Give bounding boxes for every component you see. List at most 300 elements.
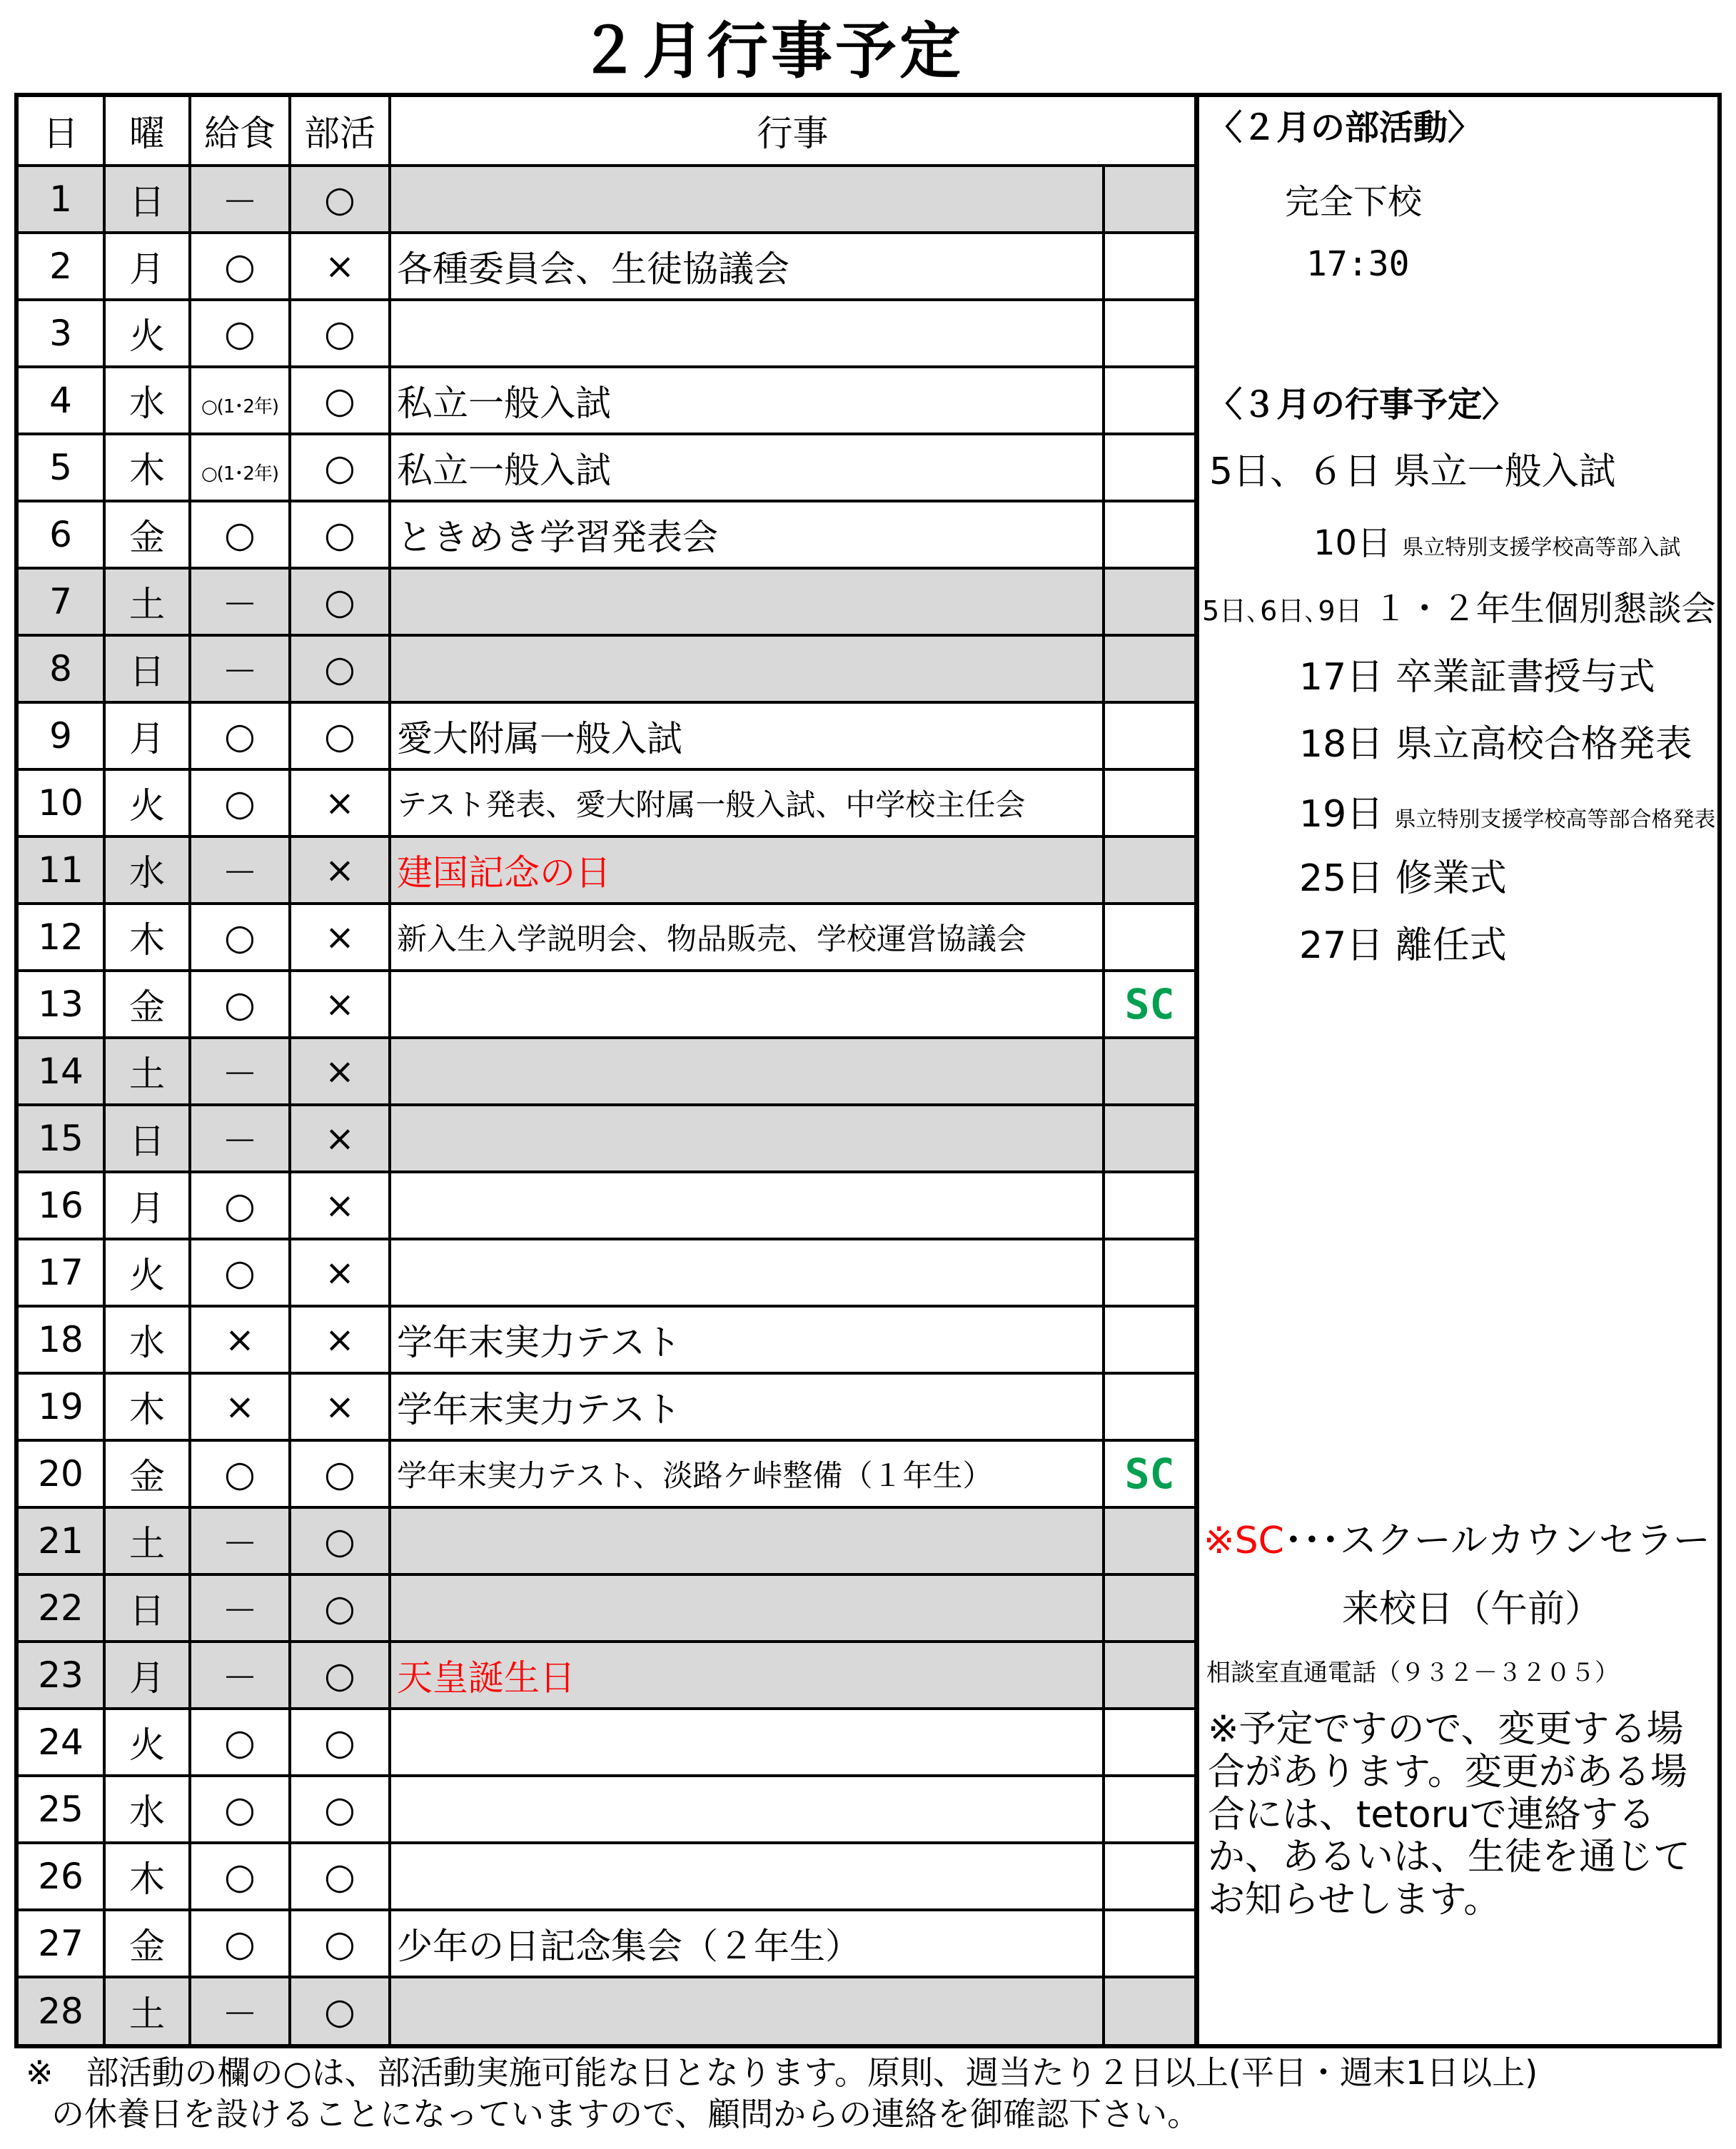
club-value: ○ bbox=[324, 1923, 355, 1964]
event-cell bbox=[390, 300, 1104, 367]
day-value: 26 bbox=[38, 1856, 84, 1897]
day-value: 15 bbox=[38, 1118, 84, 1159]
day-cell bbox=[19, 1172, 104, 1239]
club-cell bbox=[290, 166, 390, 233]
lunch-cell bbox=[190, 233, 290, 300]
lunch-cell bbox=[190, 1172, 290, 1239]
lunch-cell bbox=[190, 1373, 290, 1440]
club-value: ○ bbox=[324, 1856, 355, 1897]
note-cell bbox=[1104, 1440, 1194, 1507]
event-value: 少年の日記念集会（２年生） bbox=[397, 1926, 861, 1967]
sc-badge: SC bbox=[1124, 1450, 1175, 1498]
lunch-cell bbox=[190, 1910, 290, 1977]
club-value: × bbox=[325, 1051, 355, 1092]
march-item-5 bbox=[1299, 714, 1692, 767]
march-date: 27日 bbox=[1299, 924, 1384, 967]
club-value: ○ bbox=[324, 178, 355, 220]
dow-value: 金 bbox=[129, 1456, 165, 1497]
event-value: 天皇誕生日 bbox=[397, 1657, 575, 1699]
day-value: 24 bbox=[38, 1721, 84, 1763]
lunch-value: ○ bbox=[224, 984, 256, 1025]
lunch-cell bbox=[190, 702, 290, 769]
event-value: 私立一般入試 bbox=[397, 383, 611, 424]
sidebar bbox=[1199, 97, 1717, 2044]
lunch-value: － bbox=[222, 181, 258, 223]
column-divider bbox=[1194, 97, 1199, 2044]
schedule-change-notice: ※予定ですので、変更する場合があります。変更がある場合には、tetoruで連絡するか、あるいは、生徒を通じてお知らせします。 bbox=[1208, 1708, 1691, 1922]
club-value: × bbox=[325, 246, 355, 287]
club-cell bbox=[290, 300, 390, 367]
day-value: 13 bbox=[38, 984, 84, 1025]
event-cell bbox=[390, 1709, 1104, 1776]
club-value: ○ bbox=[324, 380, 355, 421]
day-cell bbox=[19, 836, 104, 904]
club-cell bbox=[290, 1977, 390, 2044]
weekday-cell bbox=[104, 1709, 190, 1776]
note-cell bbox=[1104, 971, 1194, 1038]
dow-value: 日 bbox=[129, 1121, 165, 1162]
lunch-value: × bbox=[225, 1319, 255, 1360]
club-cell bbox=[290, 1105, 390, 1172]
weekday-cell bbox=[104, 166, 190, 233]
lunch-value: ○ bbox=[224, 313, 256, 354]
lunch-cell bbox=[190, 367, 290, 434]
march-date: 5日､6日､9日 bbox=[1202, 595, 1363, 627]
table-row bbox=[19, 1306, 1194, 1373]
table-row bbox=[19, 1105, 1194, 1172]
day-value: 4 bbox=[49, 380, 72, 421]
event-cell bbox=[390, 702, 1104, 769]
club-value: ○ bbox=[324, 581, 355, 622]
note-cell bbox=[1104, 1776, 1194, 1843]
note-cell bbox=[1104, 1910, 1194, 1977]
day-cell bbox=[19, 971, 104, 1038]
weekday-cell bbox=[104, 1239, 190, 1306]
event-cell bbox=[390, 1843, 1104, 1910]
weekday-cell bbox=[104, 367, 190, 434]
club-value: ○ bbox=[324, 715, 355, 757]
note-cell bbox=[1104, 367, 1194, 434]
schedule-frame bbox=[14, 93, 1722, 2048]
sc-legend-mark: ※SC bbox=[1203, 1520, 1284, 1562]
club-cell bbox=[290, 971, 390, 1038]
event-cell bbox=[390, 1910, 1104, 1977]
lunch-value: ○ bbox=[224, 916, 256, 958]
note-cell bbox=[1104, 702, 1194, 769]
event-value: 学年末実力テスト bbox=[397, 1389, 681, 1430]
table-row bbox=[19, 1910, 1194, 1977]
event-cell bbox=[390, 568, 1104, 635]
note-cell bbox=[1104, 769, 1194, 836]
march-date: 10日 bbox=[1313, 523, 1392, 563]
club-value: ○ bbox=[324, 1654, 355, 1696]
club-value: × bbox=[325, 1118, 355, 1159]
club-cell bbox=[290, 233, 390, 300]
note-cell bbox=[1104, 166, 1194, 233]
footnote-line-1: ※ 部活動の欄の○は、部活動実施可能な日となります。原則、週当たり２日以上(平日・週末1日以上) bbox=[26, 2053, 1538, 2092]
club-section-title: 〈２月の部活動〉 bbox=[1208, 108, 1483, 148]
dow-value: 火 bbox=[129, 1255, 165, 1296]
event-cell bbox=[390, 166, 1104, 233]
club-cell bbox=[290, 434, 390, 501]
note-cell bbox=[1104, 1843, 1194, 1910]
lunch-value: ○ bbox=[224, 1789, 256, 1830]
dow-value: 水 bbox=[129, 1322, 165, 1363]
club-dismissal-label: 完全下校 bbox=[1285, 182, 1423, 222]
dow-value: 月 bbox=[129, 718, 165, 759]
note-cell bbox=[1104, 1507, 1194, 1574]
club-cell bbox=[290, 1239, 390, 1306]
club-cell bbox=[290, 501, 390, 568]
club-cell bbox=[290, 1574, 390, 1642]
day-cell bbox=[19, 1910, 104, 1977]
lunch-cell bbox=[190, 1709, 290, 1776]
note-cell bbox=[1104, 501, 1194, 568]
note-cell bbox=[1104, 1574, 1194, 1642]
lunch-value: ○ bbox=[224, 1453, 256, 1495]
event-cell bbox=[390, 904, 1104, 971]
day-value: 8 bbox=[49, 648, 72, 689]
note-cell bbox=[1104, 1642, 1194, 1709]
day-cell bbox=[19, 702, 104, 769]
day-cell bbox=[19, 904, 104, 971]
day-value: 11 bbox=[38, 849, 84, 891]
day-value: 12 bbox=[38, 916, 84, 958]
event-value: ときめき学習発表会 bbox=[397, 517, 718, 558]
dow-value: 金 bbox=[129, 986, 165, 1028]
footnote-line-2: の休養日を設けることになっていますので、顧問からの連絡を御確認下さい。 bbox=[51, 2094, 1201, 2133]
march-item-3 bbox=[1202, 581, 1716, 630]
sc-phone: 相談室直通電話（９３２－３２０５） bbox=[1206, 1659, 1619, 1687]
dow-value: 月 bbox=[129, 1188, 165, 1229]
lunch-value: ○ bbox=[224, 514, 256, 555]
march-date: 19日 bbox=[1299, 793, 1384, 836]
march-event: 離任式 bbox=[1395, 924, 1507, 967]
table-row bbox=[19, 769, 1194, 836]
lunch-cell bbox=[190, 434, 290, 501]
dow-value: 金 bbox=[129, 517, 165, 558]
lunch-cell bbox=[190, 971, 290, 1038]
day-cell bbox=[19, 1239, 104, 1306]
club-value: × bbox=[325, 1319, 355, 1360]
march-event: 県立高校合格発表 bbox=[1395, 723, 1692, 766]
lunch-value: × bbox=[225, 1386, 255, 1427]
header-day: 日 bbox=[19, 97, 104, 166]
table-row bbox=[19, 1373, 1194, 1440]
club-cell bbox=[290, 836, 390, 904]
page-title: ２月行事予定 bbox=[578, 16, 964, 87]
day-value: 23 bbox=[38, 1654, 84, 1696]
lunch-cell bbox=[190, 635, 290, 702]
event-value: 新入生入学説明会、物品販売、学校運営協議会 bbox=[397, 921, 1027, 956]
table-row bbox=[19, 1843, 1194, 1910]
dow-value: 日 bbox=[129, 1590, 165, 1632]
club-cell bbox=[290, 1373, 390, 1440]
dow-value: 木 bbox=[129, 450, 165, 491]
dow-value: 木 bbox=[129, 919, 165, 961]
event-value: 学年末実力テスト、淡路ケ峠整備（１年生） bbox=[397, 1458, 993, 1493]
header-event: 行事 bbox=[390, 97, 1194, 166]
weekday-cell bbox=[104, 836, 190, 904]
weekday-cell bbox=[104, 1038, 190, 1105]
day-value: 21 bbox=[38, 1520, 84, 1562]
weekday-cell bbox=[104, 501, 190, 568]
weekday-cell bbox=[104, 904, 190, 971]
day-value: 2 bbox=[49, 246, 72, 287]
table-row bbox=[19, 233, 1194, 300]
club-cell bbox=[290, 904, 390, 971]
note-cell bbox=[1104, 233, 1194, 300]
event-cell bbox=[390, 1574, 1104, 1642]
lunch-value: － bbox=[222, 1053, 258, 1095]
day-cell bbox=[19, 1038, 104, 1105]
dow-value: 金 bbox=[129, 1926, 165, 1967]
march-section-title: 〈３月の行事予定〉 bbox=[1208, 385, 1517, 425]
march-item-7 bbox=[1299, 848, 1507, 901]
table-row bbox=[19, 1038, 1194, 1105]
table-row bbox=[19, 367, 1194, 434]
march-event: 県立特別支援学校高等部合格発表 bbox=[1394, 807, 1716, 832]
dow-value: 水 bbox=[129, 383, 165, 424]
day-cell bbox=[19, 1709, 104, 1776]
weekday-cell bbox=[104, 1507, 190, 1574]
dow-value: 火 bbox=[129, 785, 165, 826]
lunch-cell bbox=[190, 1507, 290, 1574]
sc-legend-desc: ･･･スクールカウンセラー bbox=[1283, 1520, 1710, 1562]
club-cell bbox=[290, 1440, 390, 1507]
lunch-cell bbox=[190, 1843, 290, 1910]
event-cell bbox=[390, 1373, 1104, 1440]
event-cell bbox=[390, 367, 1104, 434]
day-cell bbox=[19, 1776, 104, 1843]
day-cell bbox=[19, 233, 104, 300]
dow-value: 土 bbox=[129, 1993, 165, 2035]
table-row bbox=[19, 1440, 1194, 1507]
table-row bbox=[19, 1239, 1194, 1306]
weekday-cell bbox=[104, 1776, 190, 1843]
lunch-cell bbox=[190, 1306, 290, 1373]
dow-value: 木 bbox=[129, 1859, 165, 1900]
table-row bbox=[19, 635, 1194, 702]
header-club: 部活 bbox=[290, 97, 390, 166]
club-value: ○ bbox=[324, 514, 355, 555]
table-row bbox=[19, 568, 1194, 635]
day-cell bbox=[19, 300, 104, 367]
lunch-value: － bbox=[222, 584, 258, 625]
dow-value: 火 bbox=[129, 315, 165, 357]
club-cell bbox=[290, 769, 390, 836]
lunch-cell bbox=[190, 1642, 290, 1709]
table-row bbox=[19, 904, 1194, 971]
day-value: 27 bbox=[38, 1923, 84, 1964]
table-row bbox=[19, 1776, 1194, 1843]
event-cell bbox=[390, 836, 1104, 904]
lunch-value: － bbox=[222, 1590, 258, 1632]
event-value: 建国記念の日 bbox=[397, 852, 611, 894]
lunch-value: ○(1･2年) bbox=[201, 396, 279, 418]
note-cell bbox=[1104, 300, 1194, 367]
march-item-8 bbox=[1299, 915, 1507, 969]
dow-value: 火 bbox=[129, 1724, 165, 1766]
day-value: 3 bbox=[49, 313, 72, 354]
day-value: 20 bbox=[38, 1453, 84, 1495]
club-value: ○ bbox=[324, 1789, 355, 1830]
dow-value: 水 bbox=[129, 852, 165, 894]
club-value: ○ bbox=[324, 648, 355, 689]
lunch-cell bbox=[190, 836, 290, 904]
weekday-cell bbox=[104, 1172, 190, 1239]
club-value: ○ bbox=[324, 313, 355, 354]
weekday-cell bbox=[104, 1306, 190, 1373]
day-value: 17 bbox=[38, 1252, 84, 1293]
lunch-value: ○ bbox=[224, 782, 256, 824]
header-weekday: 曜 bbox=[104, 97, 190, 166]
event-value: 愛大附属一般入試 bbox=[397, 718, 682, 759]
dow-value: 日 bbox=[129, 651, 165, 692]
weekday-cell bbox=[104, 1440, 190, 1507]
day-value: 22 bbox=[38, 1587, 84, 1629]
lunch-value: ○ bbox=[224, 715, 256, 757]
schedule-table bbox=[19, 97, 1194, 2044]
table-row bbox=[19, 501, 1194, 568]
lunch-cell bbox=[190, 501, 290, 568]
weekday-cell bbox=[104, 769, 190, 836]
weekday-cell bbox=[104, 1843, 190, 1910]
note-cell bbox=[1104, 1306, 1194, 1373]
march-date: 25日 bbox=[1299, 857, 1384, 900]
dow-value: 木 bbox=[129, 1389, 165, 1430]
lunch-cell bbox=[190, 1105, 290, 1172]
lunch-value: ○ bbox=[224, 246, 256, 287]
weekday-cell bbox=[104, 1910, 190, 1977]
weekday-cell bbox=[104, 1373, 190, 1440]
weekday-cell bbox=[104, 1105, 190, 1172]
footnote bbox=[26, 2053, 1717, 2135]
note-cell bbox=[1104, 1709, 1194, 1776]
event-value: 私立一般入試 bbox=[397, 450, 611, 491]
lunch-cell bbox=[190, 769, 290, 836]
club-cell bbox=[290, 1776, 390, 1843]
sc-badge: SC bbox=[1124, 980, 1175, 1028]
event-value: 学年末実力テスト bbox=[397, 1322, 681, 1363]
weekday-cell bbox=[104, 233, 190, 300]
lunch-value: ○ bbox=[224, 1252, 256, 1293]
day-value: 5 bbox=[49, 447, 72, 488]
dow-value: 日 bbox=[129, 181, 165, 223]
lunch-value: － bbox=[222, 1121, 258, 1162]
lunch-cell bbox=[190, 1440, 290, 1507]
day-value: 19 bbox=[38, 1386, 84, 1427]
event-cell bbox=[390, 1440, 1104, 1507]
dow-value: 月 bbox=[129, 248, 165, 290]
day-cell bbox=[19, 1642, 104, 1709]
club-cell bbox=[290, 1172, 390, 1239]
event-value: 各種委員会、生徒協議会 bbox=[397, 248, 789, 290]
weekday-cell bbox=[104, 635, 190, 702]
event-cell bbox=[390, 1172, 1104, 1239]
dow-value: 土 bbox=[129, 584, 165, 625]
day-value: 18 bbox=[38, 1319, 84, 1360]
day-cell bbox=[19, 1440, 104, 1507]
march-item-4 bbox=[1299, 647, 1655, 700]
day-cell bbox=[19, 1977, 104, 2044]
club-value: × bbox=[325, 849, 355, 891]
club-cell bbox=[290, 568, 390, 635]
club-cell bbox=[290, 1709, 390, 1776]
lunch-value: ○(1･2年) bbox=[201, 463, 279, 485]
club-value: × bbox=[325, 782, 355, 824]
club-cell bbox=[290, 1843, 390, 1910]
lunch-value: ○ bbox=[224, 1185, 256, 1226]
day-cell bbox=[19, 1105, 104, 1172]
day-value: 9 bbox=[49, 715, 72, 757]
event-cell bbox=[390, 434, 1104, 501]
club-dismissal-time: 17:30 bbox=[1306, 244, 1410, 284]
sc-legend bbox=[1203, 1510, 1710, 1564]
lunch-value: － bbox=[222, 1523, 258, 1564]
march-event: １・２年生個別懇談会 bbox=[1373, 589, 1716, 629]
club-value: ○ bbox=[324, 1453, 355, 1495]
lunch-cell bbox=[190, 300, 290, 367]
table-row bbox=[19, 702, 1194, 769]
lunch-value: － bbox=[222, 852, 258, 894]
day-value: 10 bbox=[38, 782, 84, 824]
club-cell bbox=[290, 1306, 390, 1373]
march-item-2 bbox=[1313, 515, 1680, 565]
note-cell bbox=[1104, 434, 1194, 501]
weekday-cell bbox=[104, 1642, 190, 1709]
day-cell bbox=[19, 367, 104, 434]
club-value: ○ bbox=[324, 447, 355, 488]
event-cell bbox=[390, 1306, 1104, 1373]
table-row bbox=[19, 971, 1194, 1038]
event-cell bbox=[390, 1105, 1104, 1172]
day-value: 7 bbox=[49, 581, 72, 622]
event-cell bbox=[390, 1642, 1104, 1709]
event-cell bbox=[390, 1038, 1104, 1105]
day-value: 14 bbox=[38, 1051, 84, 1092]
note-cell bbox=[1104, 635, 1194, 702]
day-value: 16 bbox=[38, 1185, 84, 1226]
lunch-cell bbox=[190, 1239, 290, 1306]
table-row bbox=[19, 1709, 1194, 1776]
lunch-value: － bbox=[222, 1993, 258, 2035]
event-cell bbox=[390, 769, 1104, 836]
lunch-cell bbox=[190, 1038, 290, 1105]
club-value: × bbox=[325, 1252, 355, 1293]
day-cell bbox=[19, 1306, 104, 1373]
march-event: 修業式 bbox=[1395, 857, 1507, 900]
lunch-cell bbox=[190, 1977, 290, 2044]
note-cell bbox=[1104, 904, 1194, 971]
table-row bbox=[19, 166, 1194, 233]
note-cell bbox=[1104, 1373, 1194, 1440]
march-event: 卒業証書授与式 bbox=[1395, 656, 1655, 699]
club-value: × bbox=[325, 1185, 355, 1226]
day-value: 6 bbox=[49, 514, 72, 555]
event-cell bbox=[390, 1239, 1104, 1306]
day-cell bbox=[19, 1843, 104, 1910]
weekday-cell bbox=[104, 971, 190, 1038]
weekday-cell bbox=[104, 568, 190, 635]
lunch-value: ○ bbox=[224, 1923, 256, 1964]
note-cell bbox=[1104, 836, 1194, 904]
table-row bbox=[19, 1977, 1194, 2044]
march-date: 18日 bbox=[1299, 723, 1384, 766]
event-cell bbox=[390, 501, 1104, 568]
day-cell bbox=[19, 501, 104, 568]
event-cell bbox=[390, 1776, 1104, 1843]
